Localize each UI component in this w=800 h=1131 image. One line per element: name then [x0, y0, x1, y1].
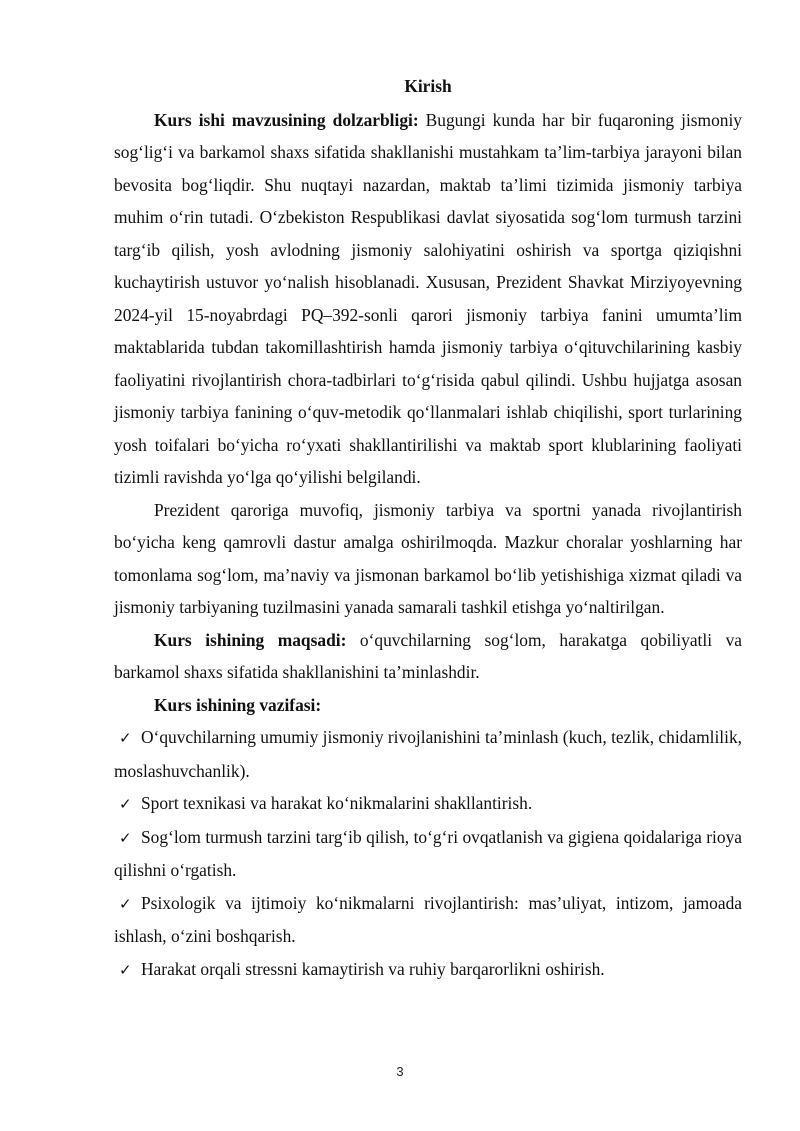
- task-text: Harakat orqali stressni kamaytirish va ruhiy barqarorlikni oshirish.: [141, 958, 605, 979]
- task-text: Sog‘lom turmush tarzini targ‘ib qilish, to‘g‘ri ovqatlanish va gigiena qoidalariga rioya qilishni o‘rgatish.: [114, 826, 742, 880]
- page-number: 3: [396, 1064, 404, 1079]
- task-item: [114, 787, 742, 821]
- goal-paragraph: [114, 624, 742, 689]
- relevance-text: Bugungi kunda har bir fuqaroning jismoniy sog‘lig‘i va barkamol shaxs sifatida shakllanishi mustahkam ta’lim-tarbiya jarayoni bilan bevosita bog‘liqdir. Shu nuqtayi nazardan, maktab ta’limi tizimida jismoniy tarbiya muhim o‘rin tutadi. O‘zbekiston Respublikasi davlat siyosatida sog‘lom turmush tarzini targ‘ib qilish, yosh avlodning jismoniy salohiyatini oshirish va sportga qiziqishni kuchaytirish ustuvor yo‘nalish hisoblanadi. Xususan, Prezident Shavkat Mirziyoyevning 2024-yil 15-noyabrdagi PQ–392-sonli qarori jismoniy tarbiya fanini umumta’lim maktablarida tubdan takomillashtirish hamda jismoniy tarbiya o‘qituvchilarining kasbiy faoliyatini rivojlantirish chora-tadbirlari to‘g‘risida qabul qilindi. Ushbu hujjatga asosan jismoniy tarbiya fanining o‘quv-metodik qo‘llanmalari ishlab chiqilishi, sport turlarining yosh toifalari bo‘yicha ro‘yxati shakllantirilishi va maktab sport klublarining faoliyati tizimli ravishda yo‘lga qo‘yilishi belgilandi.: [114, 109, 742, 487]
- task-item: [114, 721, 742, 787]
- checkmark-icon: ✓: [119, 729, 132, 747]
- task-text: Psixologik va ijtimoiy ko‘nikmalarni rivojlantirish: mas’uliyat, intizom, jamoada ishlash, o‘zini boshqarish.: [114, 892, 742, 946]
- task-text: O‘quvchilarning umumiy jismoniy rivojlanishini ta’minlash (kuch, tezlik, chidamlilik, moslashuvchanlik).: [114, 727, 742, 781]
- tasks-heading: Kurs ishining vazifasi:: [154, 694, 322, 715]
- relevance-paragraph: [114, 104, 742, 494]
- goal-label: Kurs ishining maqsadi:: [154, 629, 347, 650]
- task-text: Sport texnikasi va harakat ko‘nikmalarini shakllantirish.: [141, 793, 533, 813]
- task-item: [114, 887, 742, 953]
- checkmark-icon: ✓: [119, 960, 132, 979]
- checkmark-icon: ✓: [119, 795, 132, 813]
- task-item: [114, 953, 742, 987]
- task-item: [114, 821, 742, 887]
- decree-paragraph: Prezident qaroriga muvofiq, jismoniy tarbiya va sportni yanada rivojlantirish bo‘yicha keng qamrovli dastur amalga oshirilmoqda. Mazkur choralar yoshlarning har tomonlama sog‘lom, ma’naviy va jismonan barkamol bo‘lib yetishishiga xizmat qiladi va jismoniy tarbiyaning tuzilmasini yanada samarali tashkil etishga yo‘naltirilgan.: [114, 499, 742, 617]
- relevance-label: Kurs ishi mavzusining dolzarbligi:: [154, 109, 419, 130]
- checkmark-icon: ✓: [119, 828, 132, 847]
- checkmark-icon: ✓: [119, 894, 132, 913]
- document-page: [114, 70, 742, 986]
- section-title: Kirish: [404, 76, 452, 96]
- goal-text: o‘quvchilarning sog‘lom, harakatga qobiliyatli va barkamol shaxs sifatida shakllanishini ta’minlashdir.: [114, 629, 742, 682]
- task-list: [114, 721, 742, 986]
